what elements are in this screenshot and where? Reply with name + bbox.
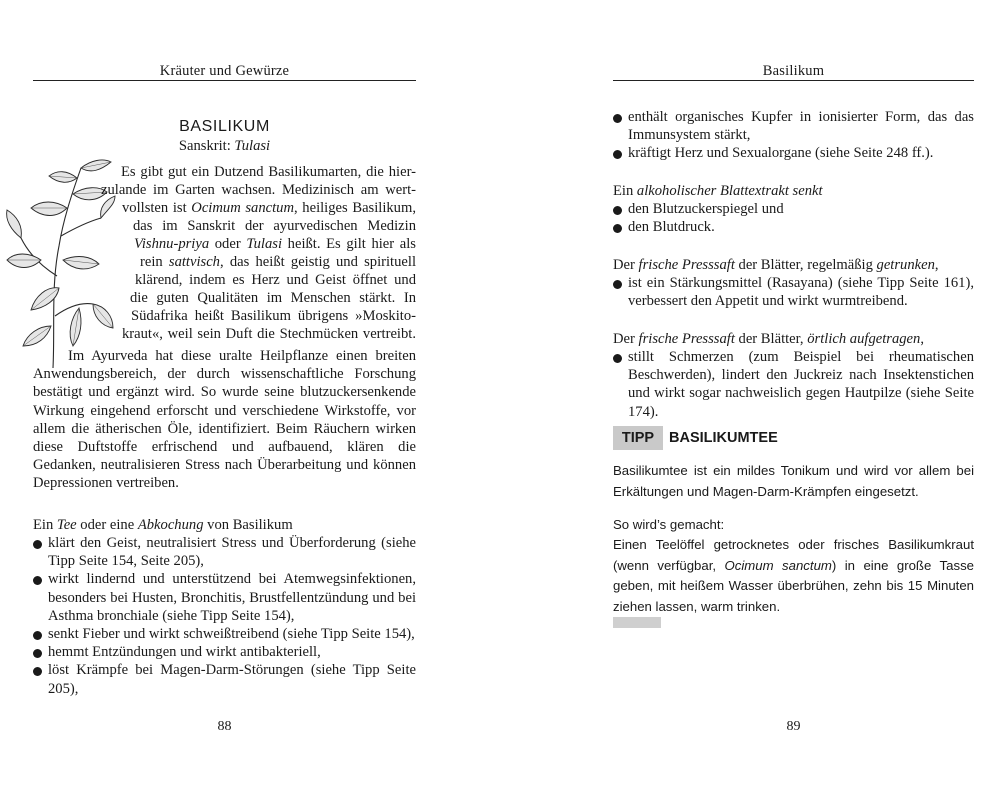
bullet-icon: [613, 280, 622, 289]
intro-line: Es gibt gut ein Dutzend Basilikumarten, die hier-: [121, 164, 416, 180]
continued-effects-list: [613, 108, 974, 163]
main-text: [33, 347, 416, 493]
bullet-icon: [33, 576, 42, 585]
bullet-icon: [33, 631, 42, 640]
bullet-icon: [33, 649, 42, 658]
list-item: klärt den Geist, neutralisiert Stress und Überforderung (siehe Tipp Seite 154, Seite 205),: [33, 534, 416, 570]
tipp-intro: Basilikumtee ist ein mildes Tonikum und wird vor allem bei Erkältungen und Magen-Darm-Krämpfen eingesetzt.: [613, 463, 974, 499]
list-item: stillt Schmerzen (zum Beispiel bei rheumatischen Beschwerden), lindert den Juckreiz nach Insektenstichen und wirkt sogar nachweislich gegen Hautpilze (siehe Seite 174).: [613, 348, 974, 421]
bullet-icon: [33, 667, 42, 676]
tipp-end-marker: [613, 617, 661, 628]
list-item: hemmt Entzündungen und wirkt antibakteriell,: [33, 643, 416, 661]
list-item: ist ein Stärkungsmittel (Rasayana) (siehe Tipp Seite 161), verbessert den Appetit und wirkt wurmtreibend.: [613, 274, 974, 310]
extract-effects-list: [613, 200, 974, 236]
intro-line: zulande im Garten wachsen. Medizinisch am wert-: [101, 182, 416, 198]
extract-intro: Ein alkoholischer Blattextrakt senkt: [613, 183, 823, 199]
list-item: wirkt lindernd und unterstützend bei Atemwegsinfektionen, besonders bei Husten, Bronchitis, Brustfellentzündung und bei Asthma bronchiale (siehe Tipp Seite 154),: [33, 570, 416, 625]
intro-line: Südafrika heißt Basilikum übrigens »Moskito-: [131, 308, 416, 324]
subtitle-prefix: Sanskrit:: [178, 138, 235, 154]
bullet-icon: [613, 354, 622, 363]
list-item: kräftigt Herz und Sexualorgane (siehe Seite 248 ff.).: [613, 144, 974, 162]
intro-line: Vishnu-priya oder Tulasi heißt. Es gilt hier als: [134, 236, 416, 252]
header-rule-left: [33, 80, 416, 81]
list-item: den Blutzuckerspiegel und: [613, 200, 974, 218]
intro-line: klärend, indem es Herz und Geist öffnet und: [135, 272, 416, 288]
topical-effects-list: [613, 348, 974, 421]
page-number-right: 89: [786, 719, 801, 734]
subtitle-term: Tulasi: [234, 138, 271, 154]
bullet-icon: [613, 224, 622, 233]
intro-line: kraut«, weil sein Duft die Stechmücken vertreibt.: [122, 326, 416, 342]
list-item: senkt Fieber und wirkt schweißtreibend (siehe Tipp Seite 154),: [33, 625, 416, 643]
tipp-badge: TIPP: [613, 426, 663, 450]
bullet-icon: [33, 540, 42, 549]
left-page: [33, 0, 416, 800]
list-item: den Blutdruck.: [613, 218, 974, 236]
intro-line: das im Sanskrit der ayurvedischen Medizin: [133, 218, 416, 234]
page-number-left: 88: [217, 719, 232, 734]
header-rule-right: [613, 80, 974, 81]
intro-line: vollsten ist Ocimum sanctum, heiliges Basilikum,: [122, 200, 416, 216]
tipp-title: BASILIKUMTEE: [669, 430, 778, 446]
tea-intro: Ein Tee oder eine Abkochung von Basilikum: [33, 517, 293, 533]
bullet-icon: [613, 150, 622, 159]
list-item: enthält organisches Kupfer in ionisierter Form, das das Immunsystem stärkt,: [613, 108, 974, 144]
section-subtitle: [33, 137, 416, 155]
section-title: BASILIKUM: [179, 118, 270, 135]
tipp-howto-heading: So wird’s gemacht:: [613, 517, 725, 532]
intro-line: die guten Qualitäten im Menschen stärkt. In: [130, 290, 416, 306]
tipp-howto-text: Einen Teelöffel getrocknetes oder frisches Basilikumkraut (wenn verfügbar, Ocimum sanctum) in eine große Tasse geben, mit heißem Wasser überbrühen, zehn bis 15 Minuten ziehen lassen, warm trinken.: [613, 537, 974, 614]
topical-intro: Der frische Presssaft der Blätter, örtlich aufgetragen,: [613, 331, 924, 347]
intro-line: rein sattvisch, das heißt geistig und spirituell: [140, 254, 416, 270]
right-page: [613, 0, 974, 800]
bullet-icon: [613, 206, 622, 215]
tipp-header: [613, 426, 974, 450]
running-head-left: Kräuter und Gewürze: [159, 63, 290, 79]
running-head-right: Basilikum: [762, 63, 825, 79]
basil-plant-illustration: [1, 156, 116, 368]
juice-effects-list: [613, 274, 974, 310]
list-item: löst Krämpfe bei Magen-Darm-Störungen (siehe Tipp Seite 205),: [33, 661, 416, 697]
tea-effects-list: [33, 534, 416, 698]
juice-intro: Der frische Presssaft der Blätter, regelmäßig getrunken,: [613, 257, 939, 273]
main-paragraph: Im Ayurveda hat diese uralte Heilpflanze einen breiten Anwendungsbereich, der durch wissenschaftliche Forschung bestätigt und ergänzt wird. So wurde seine blutzuckersenkende Wirkung eingehend erforscht und verschiedene Wirkstoffe, vor allem die ätherischen Öle, identifiziert. Beim Räuchern wirken diese Duftstoffe erfrischend und aufbauend, klären die Gedanken, neutralisieren Stress nach Überarbeitung und können Depressionen vertreiben.: [33, 348, 416, 492]
bullet-icon: [613, 114, 622, 123]
title-block: [33, 117, 416, 155]
